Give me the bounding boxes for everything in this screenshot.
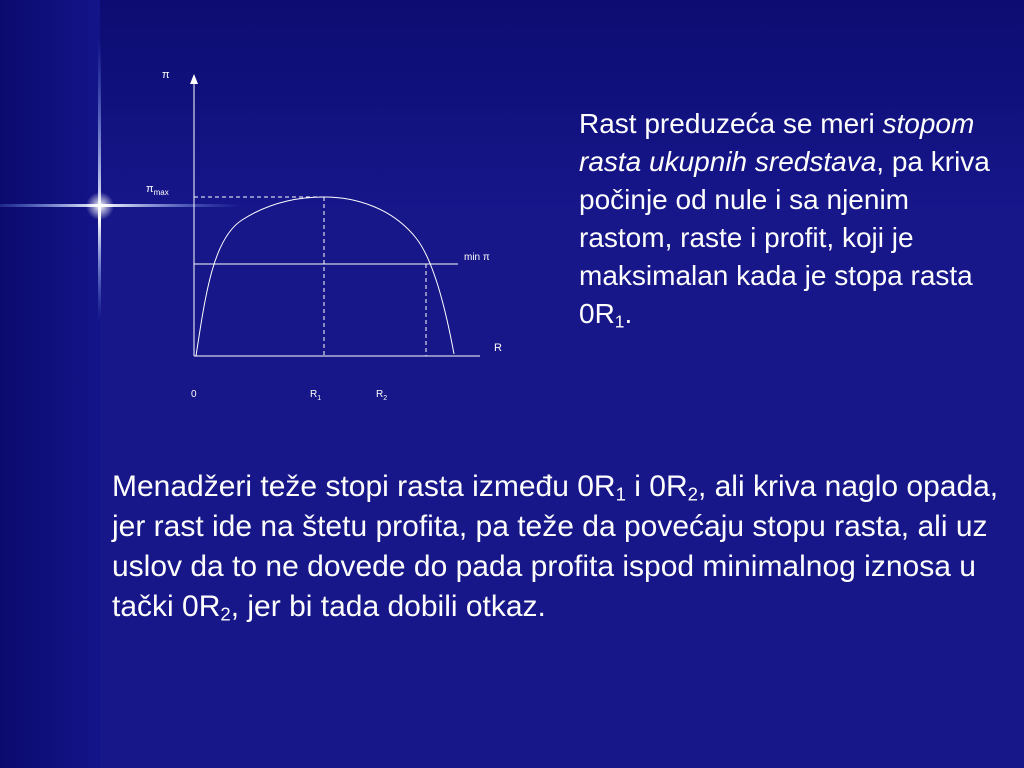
managers-goal-paragraph: Menadžeri teže stopi rasta između $0R_1$ i $0R_2$, ali kriva naglo opada, jer rast ide na štetu profita, pa teže da povećaju stopu rasta, ali uz uslov da to ne dovede do pada profita ispod minimalnog iznosa u tački $0R_2$, jer bi tada dobili otkaz. [112,470,999,625]
y-axis-arrow [190,74,198,84]
r1-label: $R_1$ [310,389,322,402]
profit-curve [196,197,454,356]
pi-max-label: $\pi_{max}$ [146,183,169,197]
min-pi-label: min π [464,252,490,263]
x-axis-label: R [494,342,502,354]
growth-description-paragraph: Rast preduzeća se meri stopom rasta ukupnih sredstava, pa kriva počinje od nule i sa njenim rastom, raste i profit, koji je maksimalan kada je stopa rasta $0R_1$. [579,108,990,332]
origin-label: 0 [191,389,197,400]
profit-growth-diagram [130,60,520,410]
y-axis-label: π [162,69,170,81]
r2-label: $R_2$ [376,389,388,402]
